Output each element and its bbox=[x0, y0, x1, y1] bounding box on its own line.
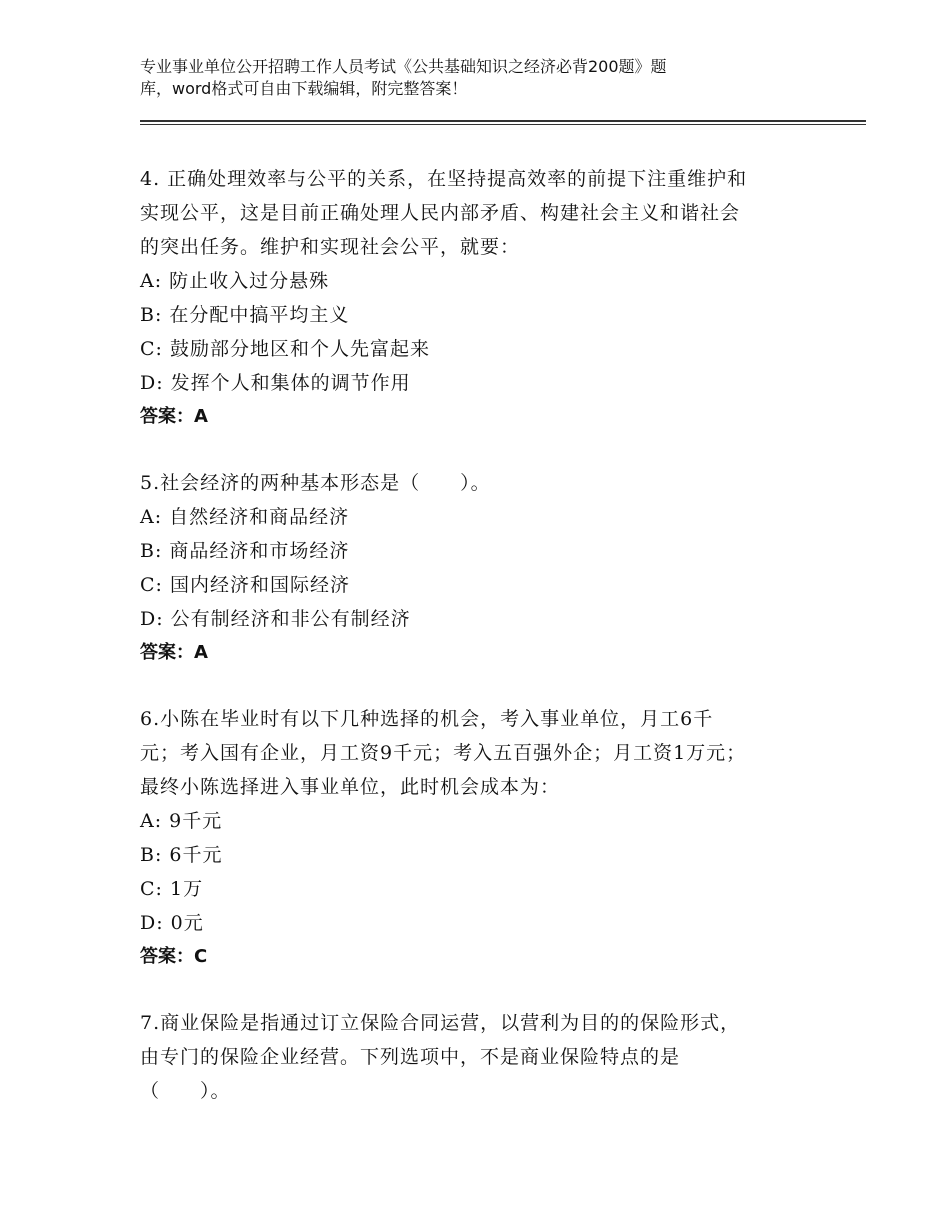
option-c: C: 国内经济和国际经济 bbox=[140, 574, 350, 596]
question-stem-line: 由专门的保险企业经营。下列选项中，不是商业保险特点的是 bbox=[140, 1046, 681, 1068]
question-stem-line: （ ）。 bbox=[140, 1080, 231, 1102]
option-d: D: 公有制经济和非公有制经济 bbox=[140, 608, 411, 630]
question-stem-line: 5.社会经济的两种基本形态是（ ）。 bbox=[140, 472, 491, 494]
question-list bbox=[140, 162, 840, 1140]
question-stem-line: 实现公平，这是目前正确处理人民内部矛盾、构建社会主义和谐社会 bbox=[140, 202, 741, 224]
question-stem-line: 7.商业保险是指通过订立保险合同运营，以营利为目的的保险形式， bbox=[140, 1012, 741, 1034]
option-a: A: 9千元 bbox=[140, 810, 223, 832]
document-header bbox=[140, 56, 780, 100]
question-stem-line: 的突出任务。维护和实现社会公平，就要： bbox=[140, 236, 521, 258]
question-stem-line: 最终小陈选择进入事业单位，此时机会成本为： bbox=[140, 776, 561, 798]
header-divider bbox=[140, 120, 866, 122]
header-title-line-1: 专业事业单位公开招聘工作人员考试《公共基础知识之经济必背200题》题 bbox=[140, 57, 667, 76]
header-title-line-2: 库，word格式可自由下载编辑，附完整答案！ bbox=[140, 79, 468, 98]
question-stem-line: 4. 正确处理效率与公平的关系，在坚持提高效率的前提下注重维护和 bbox=[140, 168, 748, 190]
option-d: D: 0元 bbox=[140, 912, 204, 934]
option-b: B: 6千元 bbox=[140, 844, 223, 866]
question-7 bbox=[140, 1006, 840, 1108]
option-a: A: 自然经济和商品经济 bbox=[140, 506, 350, 528]
option-b: B: 商品经济和市场经济 bbox=[140, 540, 350, 562]
option-d: D: 发挥个人和集体的调节作用 bbox=[140, 372, 411, 394]
option-b: B: 在分配中搞平均主义 bbox=[140, 304, 350, 326]
question-6 bbox=[140, 702, 840, 974]
option-a: A: 防止收入过分悬殊 bbox=[140, 270, 330, 292]
question-stem-line: 6.小陈在毕业时有以下几种选择的机会，考入事业单位，月工6千 bbox=[140, 708, 714, 730]
question-5 bbox=[140, 466, 840, 670]
header-divider-thin bbox=[140, 124, 866, 125]
answer-label: 答案：A bbox=[140, 406, 208, 427]
question-4 bbox=[140, 162, 840, 434]
option-c: C: 鼓励部分地区和个人先富起来 bbox=[140, 338, 430, 360]
option-c: C: 1万 bbox=[140, 878, 204, 900]
question-stem-line: 元；考入国有企业，月工资9千元；考入五百强外企；月工资1万元； bbox=[140, 742, 747, 764]
answer-label: 答案：C bbox=[140, 946, 208, 967]
answer-label: 答案：A bbox=[140, 642, 208, 663]
